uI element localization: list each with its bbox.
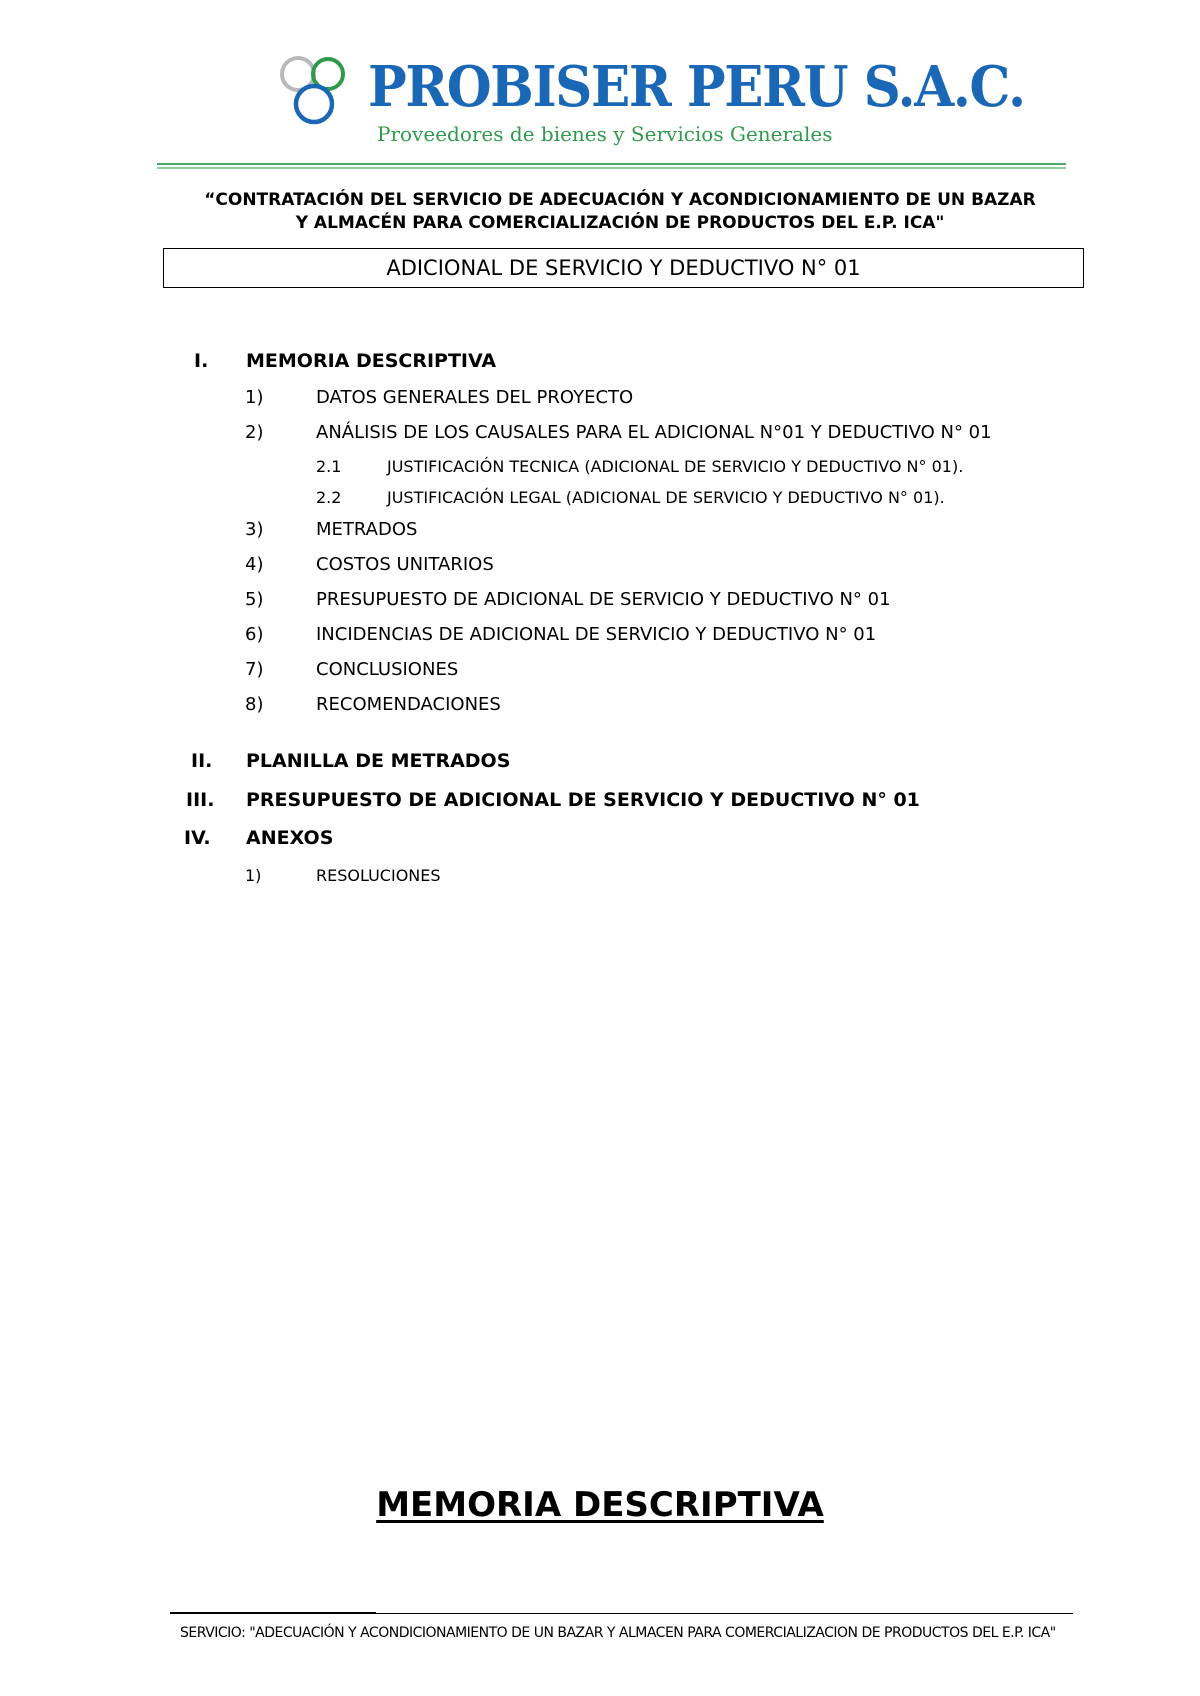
toc-item-text: RECOMENDACIONES — [316, 694, 501, 715]
toc-item-number: 3) — [245, 519, 264, 540]
company-logo — [276, 52, 1025, 152]
toc-item-number: 4) — [245, 554, 264, 575]
document-title-box: ADICIONAL DE SERVICIO Y DEDUCTIVO N° 01 — [163, 248, 1084, 288]
toc-item-number: 1) — [245, 387, 264, 408]
toc-item-text: DATOS GENERALES DEL PROYECTO — [316, 387, 634, 408]
toc-item-text: RESOLUCIONES — [316, 866, 441, 885]
toc-item-text: PRESUPUESTO DE ADICIONAL DE SERVICIO Y DEDUCTIVO N° 01 — [316, 589, 891, 610]
toc-section-title: PRESUPUESTO DE ADICIONAL DE SERVICIO Y DEDUCTIVO N° 01 — [246, 789, 920, 811]
toc-item-text: INCIDENCIAS DE ADICIONAL DE SERVICIO Y DEDUCTIVO N° 01 — [316, 624, 877, 645]
toc-item-number: 7) — [245, 659, 264, 680]
memoria-heading: MEMORIA DESCRIPTIVA — [376, 1485, 824, 1525]
toc-item-text: CONCLUSIONES — [316, 659, 459, 680]
brand-tagline: Proveedores de bienes y Servicios Generales — [377, 122, 833, 146]
project-title — [160, 189, 1080, 235]
toc-section-number: I. — [194, 350, 209, 372]
toc-item-number: 6) — [245, 624, 264, 645]
toc-item-text: ANÁLISIS DE LOS CAUSALES PARA EL ADICIONAL N°01 Y DEDUCTIVO N° 01 — [316, 422, 992, 443]
footer-divider — [376, 1613, 1073, 1614]
toc-section-title: ANEXOS — [246, 827, 334, 849]
toc-item-number: 5) — [245, 589, 264, 610]
toc-subitem-text: JUSTIFICACIÓN LEGAL (ADICIONAL DE SERVICIO Y DEDUCTIVO N° 01). — [387, 488, 945, 507]
toc-section-number: IV. — [184, 827, 211, 849]
toc-section-number: II. — [191, 750, 213, 772]
toc-item-number: 1) — [245, 866, 262, 885]
toc-item-text: COSTOS UNITARIOS — [316, 554, 494, 575]
toc-section-title: MEMORIA DESCRIPTIVA — [246, 350, 497, 372]
toc-subitem-number: 2.1 — [316, 457, 342, 476]
header-divider — [157, 163, 1066, 169]
toc-section-number: III. — [186, 789, 215, 811]
logo-rings-icon — [276, 52, 366, 132]
footer-text: SERVICIO: "ADECUACIÓN Y ACONDICIONAMIENTO DE UN BAZAR Y ALMACEN PARA COMERCIALIZACION DE PRODUCTOS DEL E.P. ICA" — [180, 1625, 1056, 1641]
footer-divider-thick — [170, 1612, 376, 1614]
toc-item-text: METRADOS — [316, 519, 418, 540]
project-title-line1: “CONTRATACIÓN DEL SERVICIO DE ADECUACIÓN Y ACONDICIONAMIENTO DE UN BAZAR — [204, 190, 1036, 210]
brand-name: PROBISER PERU S.A.C. — [368, 54, 1025, 120]
toc-item-number: 2) — [245, 422, 264, 443]
toc-item-number: 8) — [245, 694, 264, 715]
toc-section-title: PLANILLA DE METRADOS — [246, 750, 511, 772]
toc-subitem-number: 2.2 — [316, 488, 342, 507]
project-title-line2: Y ALMACÉN PARA COMERCIALIZACIÓN DE PRODUCTOS DEL E.P. ICA" — [295, 213, 945, 233]
toc-subitem-text: JUSTIFICACIÓN TECNICA (ADICIONAL DE SERVICIO Y DEDUCTIVO N° 01). — [387, 457, 964, 476]
